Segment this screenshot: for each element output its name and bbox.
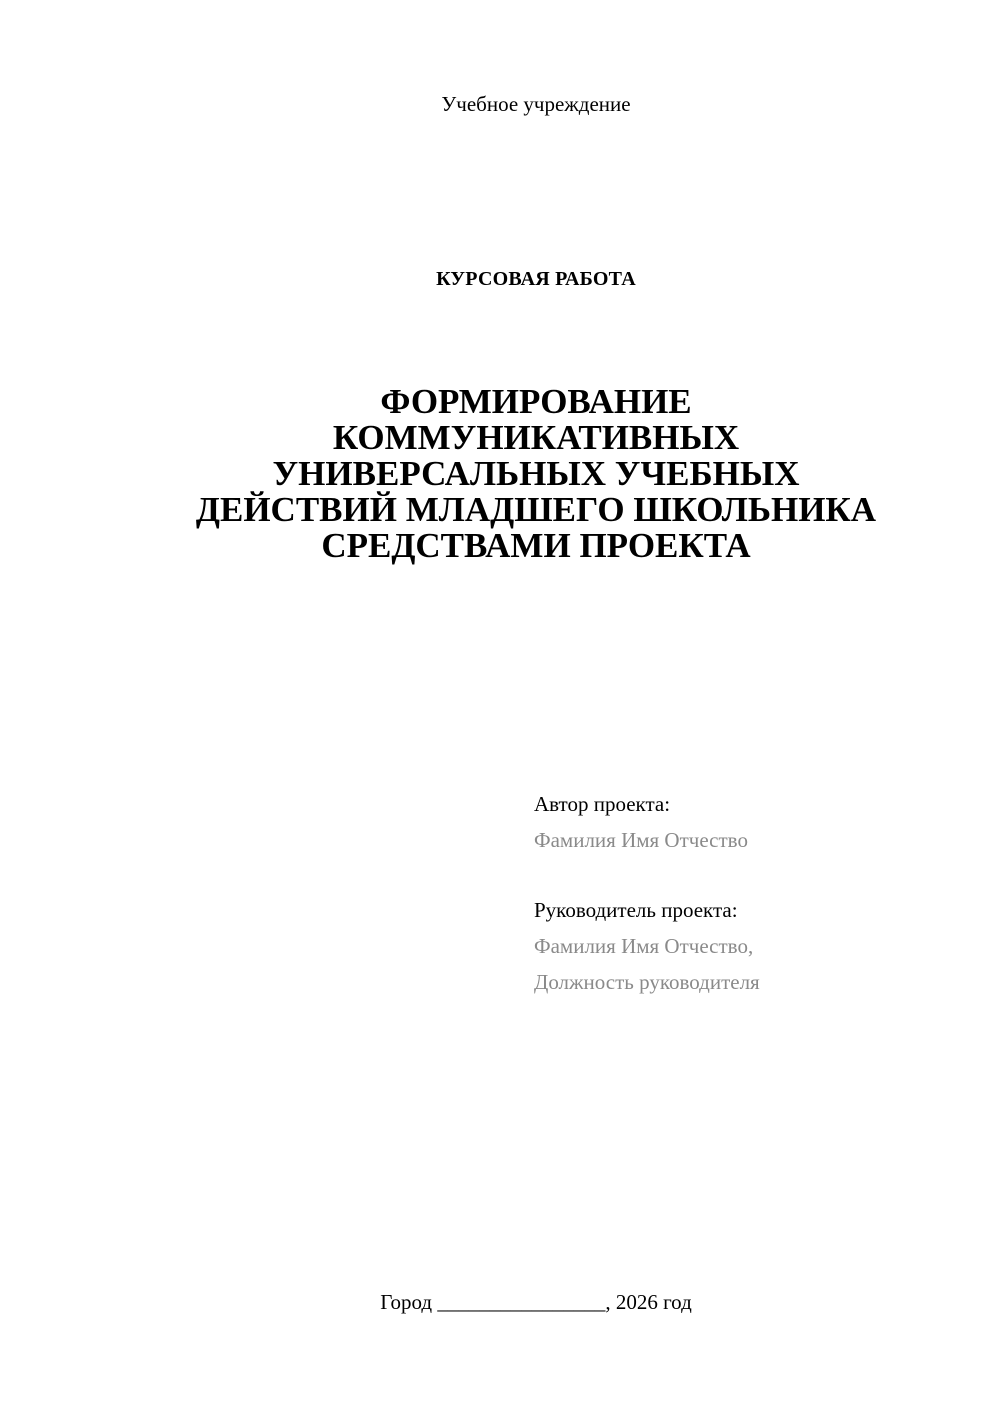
supervisor-position-placeholder: Должность руководителя [534,970,760,994]
document-type: КУРСОВАЯ РАБОТА [436,268,636,290]
author-label: Автор проекта: [534,792,671,816]
work-title [0,384,1000,564]
supervisor-label: Руководитель проекта: [534,898,738,922]
title-line: ФОРМИРОВАНИЕ [380,382,692,421]
title-line: СРЕДСТВАМИ ПРОЕКТА [321,526,751,565]
title-line: КОММУНИКАТИВНЫХ [332,418,740,457]
city-year-line: Город ________________, 2026 год [380,1290,692,1314]
title-line: ДЕЙСТВИЙ МЛАДШЕГО ШКОЛЬНИКА [195,490,877,529]
author-name-placeholder: Фамилия Имя Отчество [534,828,748,852]
supervisor-name-placeholder: Фамилия Имя Отчество, [534,934,754,958]
project-people [534,786,760,1000]
title-line: УНИВЕРСАЛЬНЫХ УЧЕБНЫХ [272,454,800,493]
institution-name: Учебное учреждение [441,92,631,116]
spacer [534,858,760,892]
